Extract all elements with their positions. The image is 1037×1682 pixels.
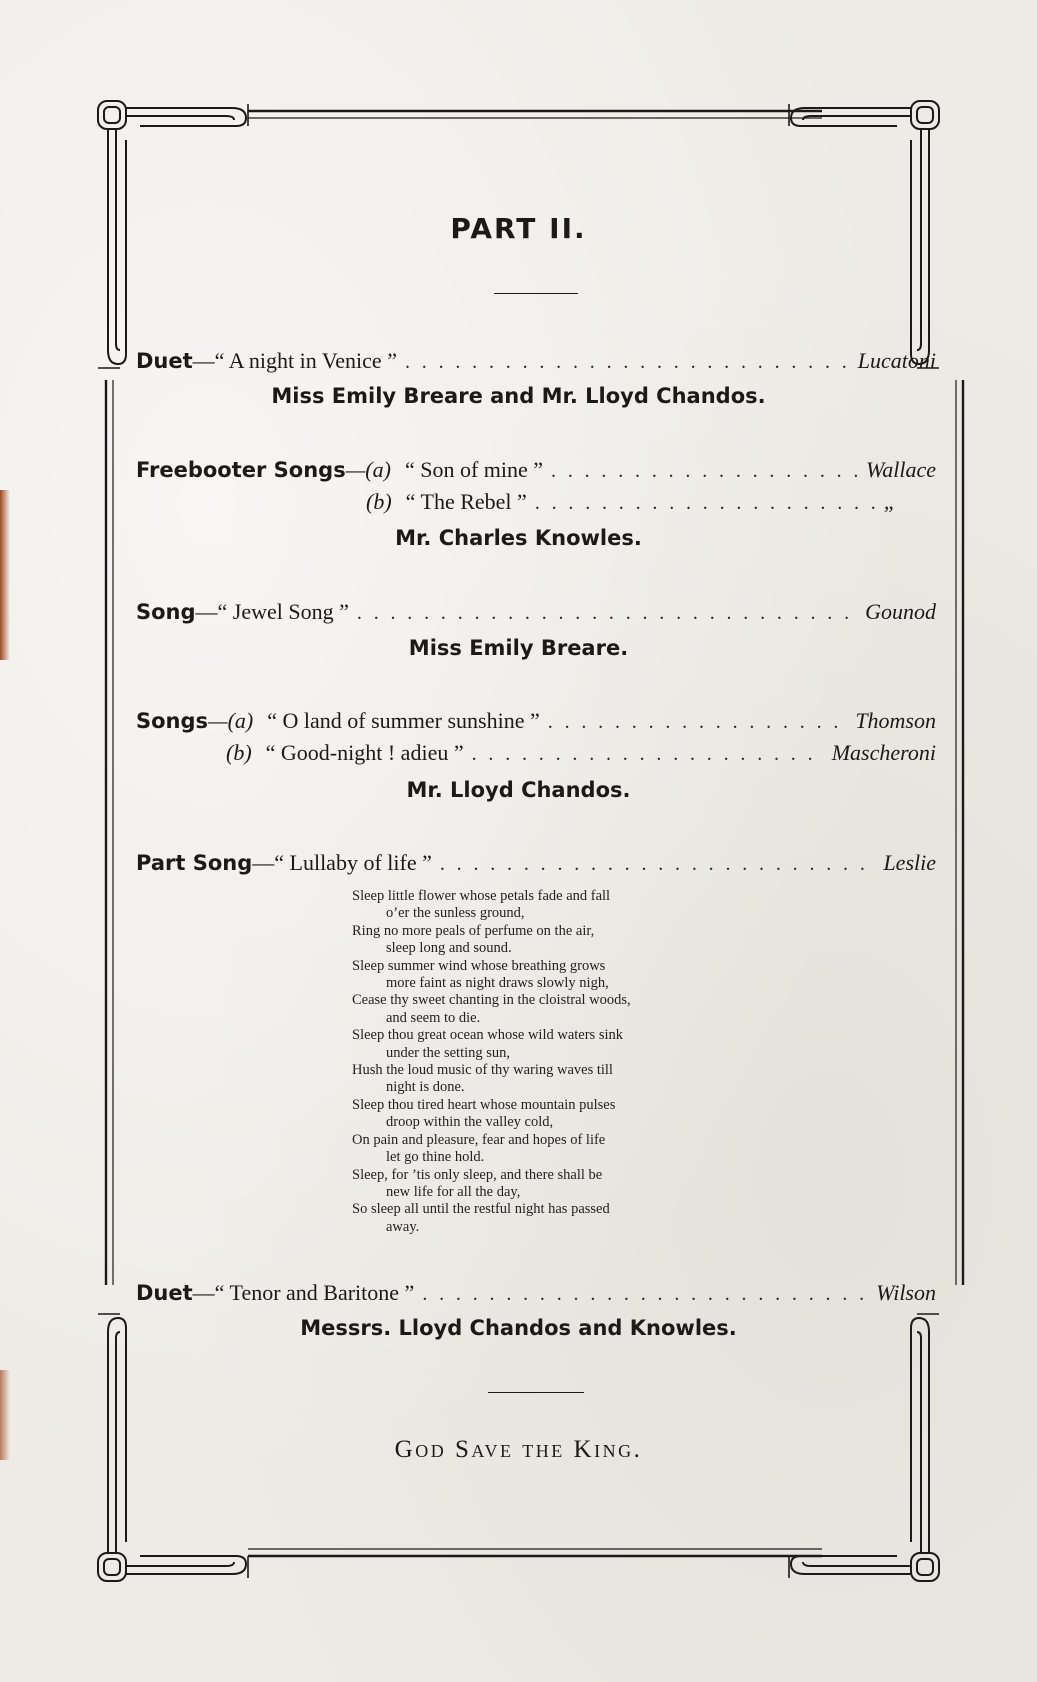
composer-name: Thomson <box>855 708 936 733</box>
performers: Mr. Charles Knowles. <box>395 526 642 550</box>
lyric-line: On pain and pleasure, fear and hopes of life <box>352 1131 606 1148</box>
dot-leader <box>422 1283 868 1306</box>
ditto-mark: „ <box>883 489 896 514</box>
lyric-line: Sleep little flower whose petals fade and fall <box>352 888 611 904</box>
piece-title: —“ A night in Venice ” <box>192 348 397 373</box>
item-type-label: Duet <box>136 349 193 373</box>
dot-leader <box>405 351 850 374</box>
lyric-line: So sleep all until the restful night has passed <box>352 1201 610 1218</box>
item-type-label: Songs <box>136 709 209 733</box>
dot-leader <box>535 492 876 515</box>
piece-title: —“ Jewel Song ” <box>195 599 349 624</box>
lyric-line: Ring no more peals of perfume on the air, <box>352 922 595 939</box>
lyric-line: sleep long and sound. <box>386 940 512 957</box>
programme-item-jewel-song <box>136 599 936 629</box>
piece-title: —“ Lullaby of life ” <box>252 850 432 875</box>
lyric-line: Hush the loud music of thy waring waves till <box>352 1062 613 1079</box>
performers: Miss Emily Breare and Mr. Lloyd Chandos. <box>271 384 766 408</box>
sub-item-marker: (b) <box>366 489 392 514</box>
dot-leader <box>440 853 876 876</box>
piece-title: “ O land of summer sunshine ” <box>267 708 540 733</box>
lyric-line: more faint as night draws slowly nigh, <box>386 975 609 992</box>
item-type-label: Part Song <box>136 851 253 875</box>
lyric-line: Sleep, for ’tis only sleep, and there shall be <box>352 1166 603 1183</box>
lyric-line: o’er the sunless ground, <box>386 905 525 922</box>
composer-name: Wallace <box>865 457 936 482</box>
piece-title: —“ Tenor and Baritone ” <box>192 1280 415 1305</box>
sub-item-marker: —(a) <box>345 457 391 482</box>
piece-title: “ Good-night ! adieu ” <box>265 740 464 765</box>
composer-name: Gounod <box>865 599 936 624</box>
lyric-line: Cease thy sweet chanting in the cloistral woods, <box>352 992 631 1009</box>
title-divider <box>494 293 578 294</box>
dot-leader <box>357 602 857 625</box>
lyric-line: Sleep summer wind whose breathing grows <box>352 957 606 974</box>
dot-leader <box>551 460 858 483</box>
piece-title: “ Son of mine ” <box>404 457 544 482</box>
lyric-line: Sleep thou great ocean whose wild waters sink <box>352 1027 623 1044</box>
item-type-label: Duet <box>136 1281 193 1305</box>
lyric-line: let go thine hold. <box>386 1149 485 1166</box>
lyric-line: night is done. <box>386 1079 465 1096</box>
lyric-line: Sleep thou tired heart whose mountain pulses <box>352 1096 616 1113</box>
programme-item-freebooter-a <box>136 457 936 487</box>
lyric-line: away. <box>386 1218 420 1235</box>
sub-item-marker: —(a) <box>208 708 254 733</box>
composer-name: Mascheroni <box>831 740 936 765</box>
item-type-label: Song <box>136 600 196 624</box>
composer-name: Leslie <box>883 850 936 875</box>
item-type-label: Freebooter Songs <box>136 458 346 482</box>
programme-item-songs-a <box>136 708 936 738</box>
composer-name: Lucatoni <box>857 348 936 373</box>
composer-name: Wilson <box>876 1280 936 1305</box>
closing-anthem: God Save the King. <box>394 1436 643 1463</box>
lyric-line: and seem to die. <box>386 1009 481 1026</box>
sub-item-marker: (b) <box>226 740 252 765</box>
part-title: PART II. <box>450 212 587 245</box>
performers: Messrs. Lloyd Chandos and Knowles. <box>300 1316 737 1340</box>
closing-divider <box>488 1392 584 1393</box>
programme-item-part-song <box>136 850 936 880</box>
programme-item-duet-venice <box>136 348 936 378</box>
lullaby-lyrics <box>352 888 724 1236</box>
lyric-line: droop within the valley cold, <box>386 1114 554 1131</box>
dot-leader <box>472 743 824 766</box>
piece-title: “ The Rebel ” <box>405 489 527 514</box>
lyric-line: new life for all the day, <box>386 1183 521 1200</box>
dot-leader <box>548 711 848 734</box>
performers: Mr. Lloyd Chandos. <box>406 778 631 802</box>
lyric-line: under the setting sun, <box>386 1044 511 1061</box>
programme-item-duet-tenor-baritone <box>136 1280 936 1310</box>
programme-item-songs-b <box>226 740 936 770</box>
programme-item-freebooter-b <box>366 489 896 519</box>
performers: Miss Emily Breare. <box>408 636 629 660</box>
